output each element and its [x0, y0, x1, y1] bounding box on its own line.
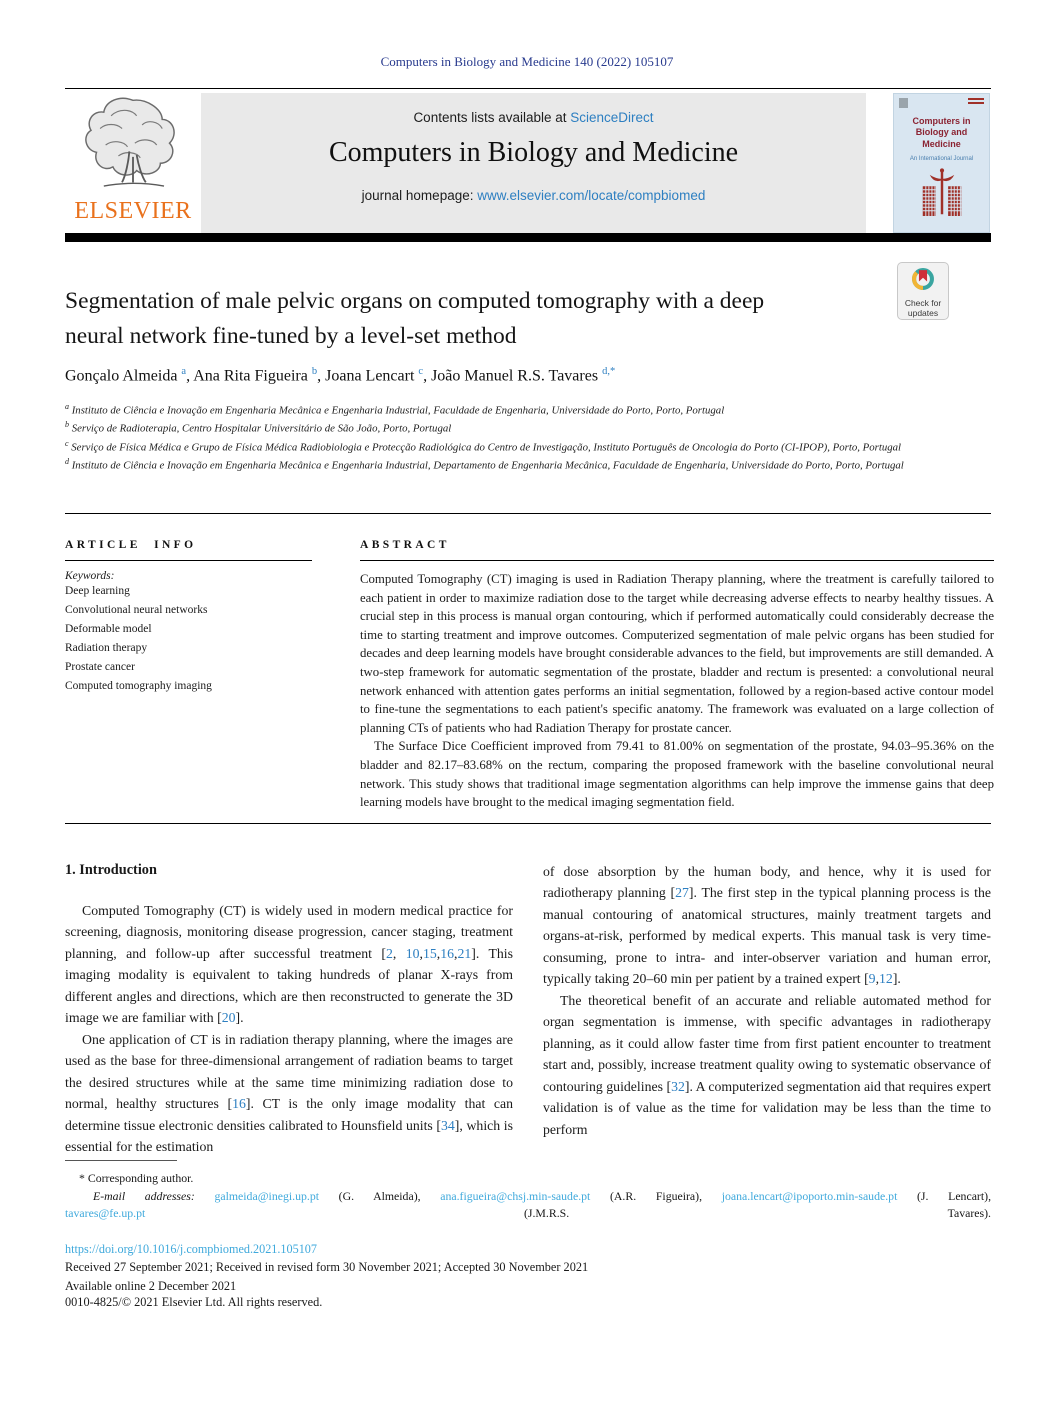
- email-link[interactable]: tavares@fe.up.pt: [65, 1206, 146, 1221]
- paragraph: One application of CT is in radiation therapy planning, where the images are used as the base for three-dimensional arrangement of radiation beams to target the desired structures while at the same time minimizing radiation dose to normal, healthy structures [16]. CT is the only image modality that can determine tissue electronic densities calibrated to Hounsfield units [34], which is essential for the estimation: [65, 1031, 514, 1155]
- keyword: Radiation therapy: [65, 642, 148, 655]
- caduceus-buildings-icon: [914, 210, 970, 227]
- crossmark-icon: [910, 279, 936, 296]
- sciencedirect-link[interactable]: ScienceDirect: [570, 110, 654, 125]
- citation-ref[interactable]: 12: [879, 971, 893, 987]
- received-dates: Received 27 September 2021; Received in revised form 30 November 2021; Accepted 30 November 2021: [65, 1260, 589, 1274]
- cover-journal-title: Computers in Biology and Medicine: [912, 116, 971, 149]
- contents-line: [201, 110, 866, 125]
- keyword: Deformable model: [65, 623, 152, 636]
- copyright-line: 0010-4825/© 2021 Elsevier Ltd. All rights reserved.: [65, 1295, 323, 1309]
- journal-banner: [201, 93, 866, 233]
- author-affiliation-ref: b: [311, 366, 318, 377]
- body-left-column: [65, 861, 513, 1158]
- keywords-list: [65, 582, 312, 696]
- citation-ref[interactable]: 2: [386, 945, 393, 961]
- cover-issn-text: [968, 98, 984, 105]
- article-info-section: [65, 539, 312, 696]
- citation-ref[interactable]: 16: [232, 1096, 246, 1112]
- email-addresses: E-mail addresses: galmeida@inegi.up.pt (G. Almeida), ana.figueira@chsj.min-saude.pt (A.R. Figueira), joana.lencart@ipoporto.min-saude.pt (J. Lencart), tavares@fe.up.pt (J.M.R.S. Tavares).: [65, 1188, 992, 1221]
- citation-ref[interactable]: 20: [221, 1010, 236, 1026]
- keyword: Computed tomography imaging: [65, 680, 212, 693]
- affiliation: $^b$ Serviço de Radioterapia, Centro Hospitalar Universitário de São João, Porto, Portugal: [65, 420, 452, 435]
- author-affiliation-ref: a: [181, 366, 187, 377]
- paragraph: Computed Tomography (CT) imaging is used in Radiation Therapy planning, where the treatment is carefully tailored to each patient in order to maximize radiation dose to the target while decreasing adverse effects to nearby healthy tissues. A crucial step in this process is manual organ contouring, which if performed automatically could considerably decrease the time to starting treatment and improve outcomes. Computerized segmentation of male pelvic organs has been studied for decades and deep learning models have brought considerable advances to the field, but improvements are still demanded. A two-step framework for automatic segmentation of the prostate, bladder and rectum is presented: a convolutional neural network enhanced with attention gates performs an initial segmentation, followed by a region-based active contour model to fine-tune the segmentations to each patient's specific anatomy. The framework was evaluated on a large collection of planning CTs of patients who had Radiation Therapy for prostate cancer.: [360, 572, 994, 735]
- article-info-heading: ARTICLE INFO: [65, 539, 197, 551]
- divider: [65, 823, 991, 824]
- abstract-section: [360, 539, 994, 812]
- contents-prefix: Contents lists available at: [413, 110, 571, 125]
- intro-left-text: [65, 900, 513, 1158]
- citation-ref[interactable]: 27: [675, 885, 689, 901]
- divider: [65, 88, 991, 89]
- email-addresses-label: E-mail addresses:: [93, 1188, 195, 1203]
- keyword: Deep learning: [65, 585, 130, 597]
- body-right-column: [543, 861, 991, 1140]
- abstract-text: [360, 570, 994, 812]
- running-head-citation: Computers in Biology and Medicine 140 (2022) 105107: [380, 54, 674, 69]
- affiliation: $^d$ Instituto de Ciência e Inovação em Engenharia Mecânica e Engenharia Industrial, Departamento de Engenharia Mecânica, Faculdade de Engenharia, Universidade do Porto, Porto, Portugal: [65, 456, 904, 472]
- doi-link[interactable]: https://doi.org/10.1016/j.compbiomed.2021.105107: [65, 1242, 317, 1256]
- citation-ref[interactable]: 15: [422, 945, 437, 961]
- available-online: Available online 2 December 2021: [65, 1279, 237, 1293]
- email-link[interactable]: galmeida@inegi.up.pt: [214, 1188, 320, 1203]
- divider: [65, 560, 312, 561]
- author-affiliation-ref: c: [418, 366, 424, 377]
- affiliations: [65, 401, 953, 474]
- citation-ref[interactable]: 16: [440, 945, 455, 961]
- badge-label-line2: updates: [907, 308, 939, 319]
- footnote-block: [65, 1160, 991, 1223]
- intro-right-text: [543, 861, 991, 1140]
- keyword: Convolutional neural networks: [65, 604, 208, 617]
- homepage-line: [201, 188, 866, 203]
- section-heading-introduction: 1. Introduction: [65, 862, 157, 878]
- citation-ref[interactable]: 10: [405, 945, 420, 961]
- homepage-url-link[interactable]: www.elsevier.com/locate/compbiomed: [477, 188, 706, 203]
- badge-label-line1: Check for: [904, 298, 942, 308]
- affiliation: $^a$ Instituto de Ciência e Inovação em Engenharia Mecânica e Engenharia Industrial, Faculdade de Engenharia, Universidade do Porto, Porto, Portugal: [65, 402, 725, 417]
- paragraph: Computed Tomography (CT) is widely used in modern medical practice for screening, diagnosis, monitoring disease progression, cancer staging, treatment planning, and follow-up after successful treatment [2, 10,15,16,21]. This imaging modality is equivalent to taking hundreds of planar X-rays from different angles and directions, which are then reconstructed to generate the 3D image we are familiar with [20].: [65, 903, 513, 1026]
- citation-ref[interactable]: 21: [457, 945, 472, 961]
- citation-ref[interactable]: 9: [868, 971, 876, 987]
- corresponding-author-note: * Corresponding author.: [79, 1171, 194, 1185]
- divider: [360, 560, 994, 561]
- citation-ref[interactable]: 32: [671, 1078, 685, 1094]
- journal-title: Computers in Biology and Medicine: [328, 137, 739, 168]
- author-list: Gonçalo Almeida $^a$, Ana Rita Figueira $^b$, Joana Lencart $^c$, João Manuel R.S. Tavares $^{d,*}$: [65, 366, 616, 385]
- divider-thick: [65, 233, 991, 242]
- body-columns: [65, 861, 991, 1158]
- paragraph: The Surface Dice Coefficient improved from 79.41 to 81.00% on segmentation of the prostate, 94.03–95.36% on the bladder and 82.17–83.68% on the rectum, comparing the proposed framework with the baseline convolutional neural network. This study shows that traditional image segmentation algorithms can help improve the immense gains that deep learning models have brought to the medical imaging segmentation field.: [360, 739, 994, 810]
- email-link[interactable]: joana.lencart@ipoporto.min-saude.pt: [721, 1188, 898, 1203]
- email-link[interactable]: ana.figueira@chsj.min-saude.pt: [440, 1188, 591, 1203]
- cover-publisher-emblem: [899, 98, 908, 108]
- keyword: Prostate cancer: [65, 661, 135, 674]
- affiliation: $^c$ Serviço de Física Médica e Grupo de Física Médica Radiobiologia e Protecção Radiológica do Centro de Investigação, Instituto Português de Oncologia do Porto (CI-IPOP), Porto, Portugal: [65, 438, 902, 454]
- footnote-divider: [65, 1160, 177, 1161]
- abstract-heading: ABSTRACT: [360, 539, 450, 551]
- divider: [65, 513, 991, 514]
- paragraph: of dose absorption by the human body, and hence, why it is used for radiotherapy planning [27]. The first step in the typical planning process is the manual contouring of anatomical structures, mainly treatment targets and organs-at-risk, performed by medical experts. This manual task is very time-consuming, prone to intra- and inter-observer variation and human error, typically taking 20–60 min per patient by a trained expert [9,12].: [543, 864, 991, 987]
- citation-ref[interactable]: 34: [441, 1117, 455, 1133]
- journal-cover-thumbnail: [893, 93, 990, 233]
- paragraph: The theoretical benefit of an accurate and reliable automated method for organ segmentation is immense, with specific advantages in radiotherapy planning, as it could allow faster time from first patient encounter to treatment start and, possibly, increase treatment quality owing to systematic observance of contouring guidelines [32]. A computerized segmentation aid that requires expert validation is of value as the time for validation may be less than the time to perform: [543, 992, 991, 1137]
- homepage-label: journal homepage:: [361, 188, 478, 203]
- article-title: Segmentation of male pelvic organs on computed tomography with a deep neural network fine-tuned by a level-set method: [65, 288, 765, 349]
- keywords-label: Keywords:: [65, 570, 115, 582]
- elsevier-wordmark: ELSEVIER: [74, 198, 192, 224]
- elsevier-logo: [65, 93, 201, 233]
- cover-subtitle: An International Journal: [909, 155, 974, 162]
- check-for-updates-badge[interactable]: [897, 262, 949, 320]
- author-affiliation-ref: d,*: [602, 366, 616, 377]
